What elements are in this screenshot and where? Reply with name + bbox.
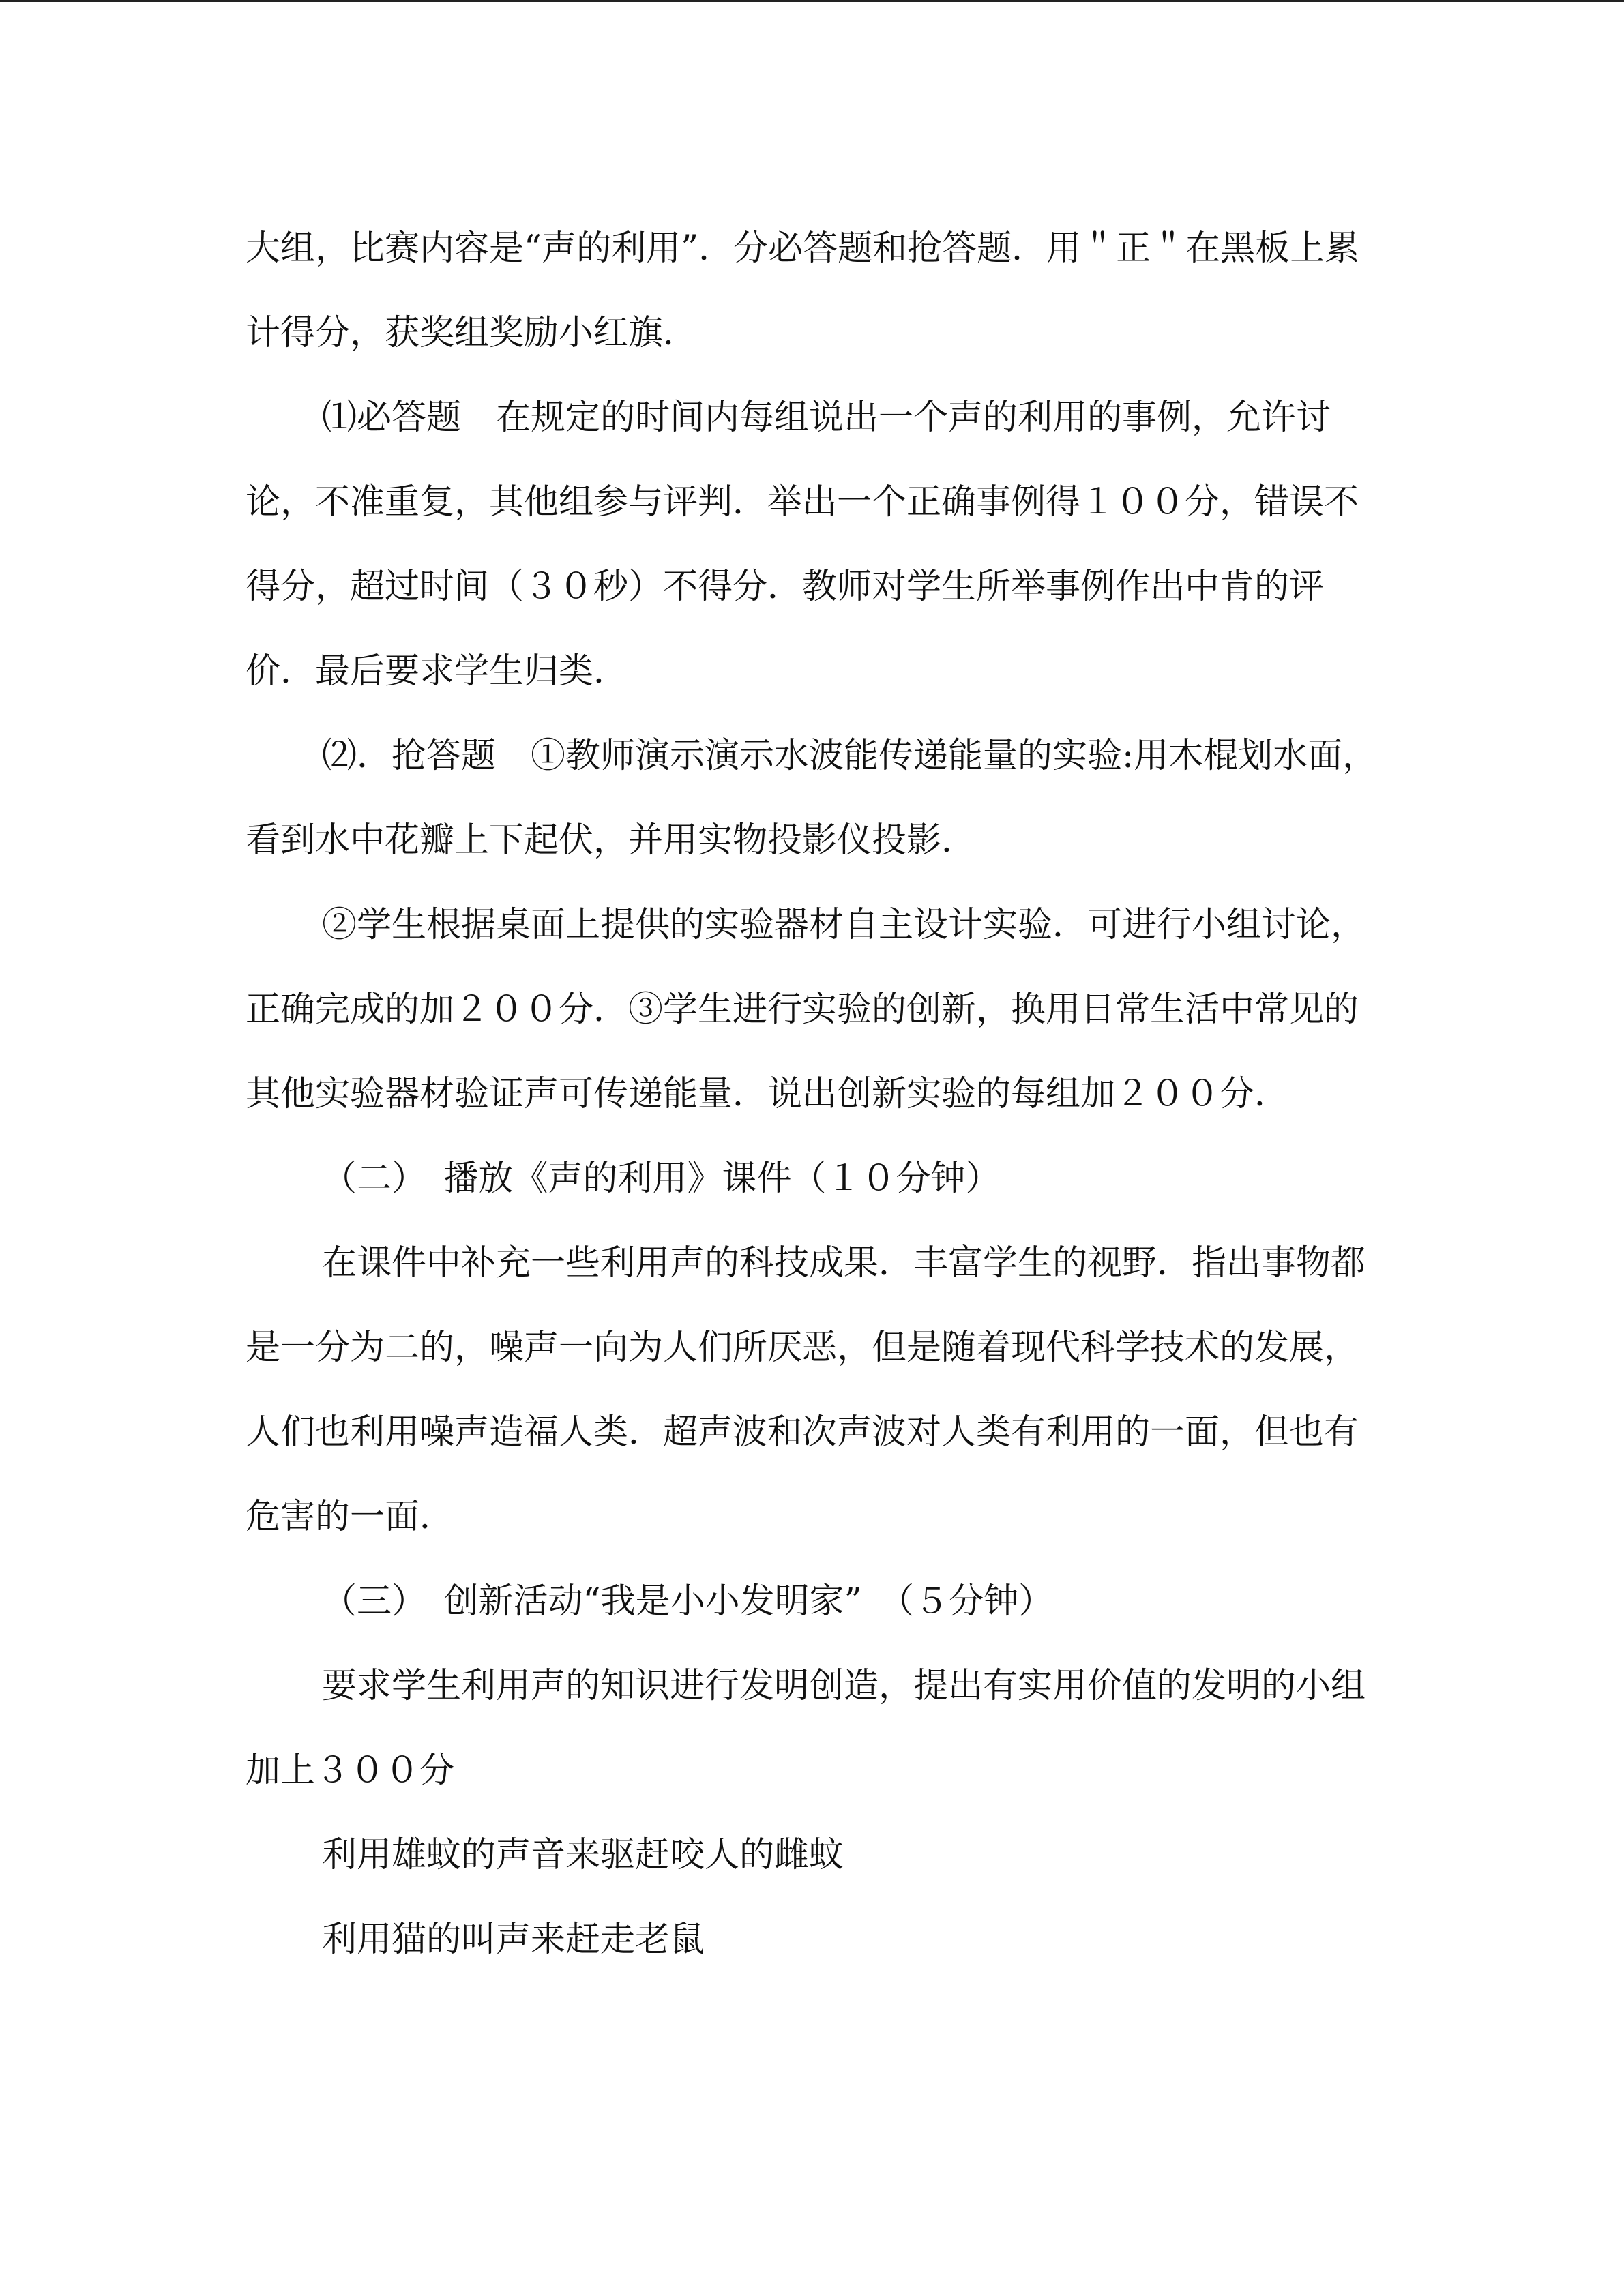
example-mosquito: 利用雄蚊的声音来驱赶咬人的雌蚊 (322, 1835, 844, 1875)
document-body (246, 207, 1378, 1982)
section-heading-courseware: （二） 播放《声的利用》课件（１０分钟） (322, 1159, 1001, 1199)
paragraph-scoring-rules: 大组，比赛内容是“声的利用”．分必答题和抢答题．用＂正＂在黑板上累计得分，获奖组奖励小红旗． (246, 228, 1360, 353)
example-cat: 利用猫的叫声来赶走老鼠 (322, 1920, 705, 1960)
paragraph-required-questions: ⑴必答题 在规定的时间内每组说出一个声的利用的事例，允许讨论，不准重复，其他组参与评判．举出一个正确事例得１００分，错误不得分，超过时间（３０秒）不得分．教师对学生所举事例作出中肯的评价．最后要求学生归类． (246, 398, 1359, 691)
paragraph-courseware: 在课件中补充一些利用声的科技成果．丰富学生的视野．指出事物都是一分为二的，噪声一向为人们所厌恶，但是随着现代科学技术的发展，人们也利用噪声造福人类．超声波和次声波对人类有利用的一面，但也有危害的一面． (246, 1243, 1366, 1537)
section-heading-innovation: （三） 创新活动“我是小小发明家” （５分钟） (322, 1581, 1054, 1622)
paragraph-innovation: 要求学生利用声的知识进行发明创造，提出有实用价值的发明的小组加上３００分 (246, 1666, 1366, 1791)
paragraph-quick-answer: ⑵．抢答题 ①教师演示演示水波能传递能量的实验:用木棍划水面，看到水中花瓣上下起伏，并用实物投影仪投影． (246, 736, 1378, 861)
paragraph-student-experiment: ②学生根据桌面上提供的实验器材自主设计实验．可进行小组讨论，正确完成的加２００分．③学生进行实验的创新，换用日常生活中常见的其他实验器材验证声可传递能量．说出创新实验的每组加２００分． (246, 905, 1366, 1114)
